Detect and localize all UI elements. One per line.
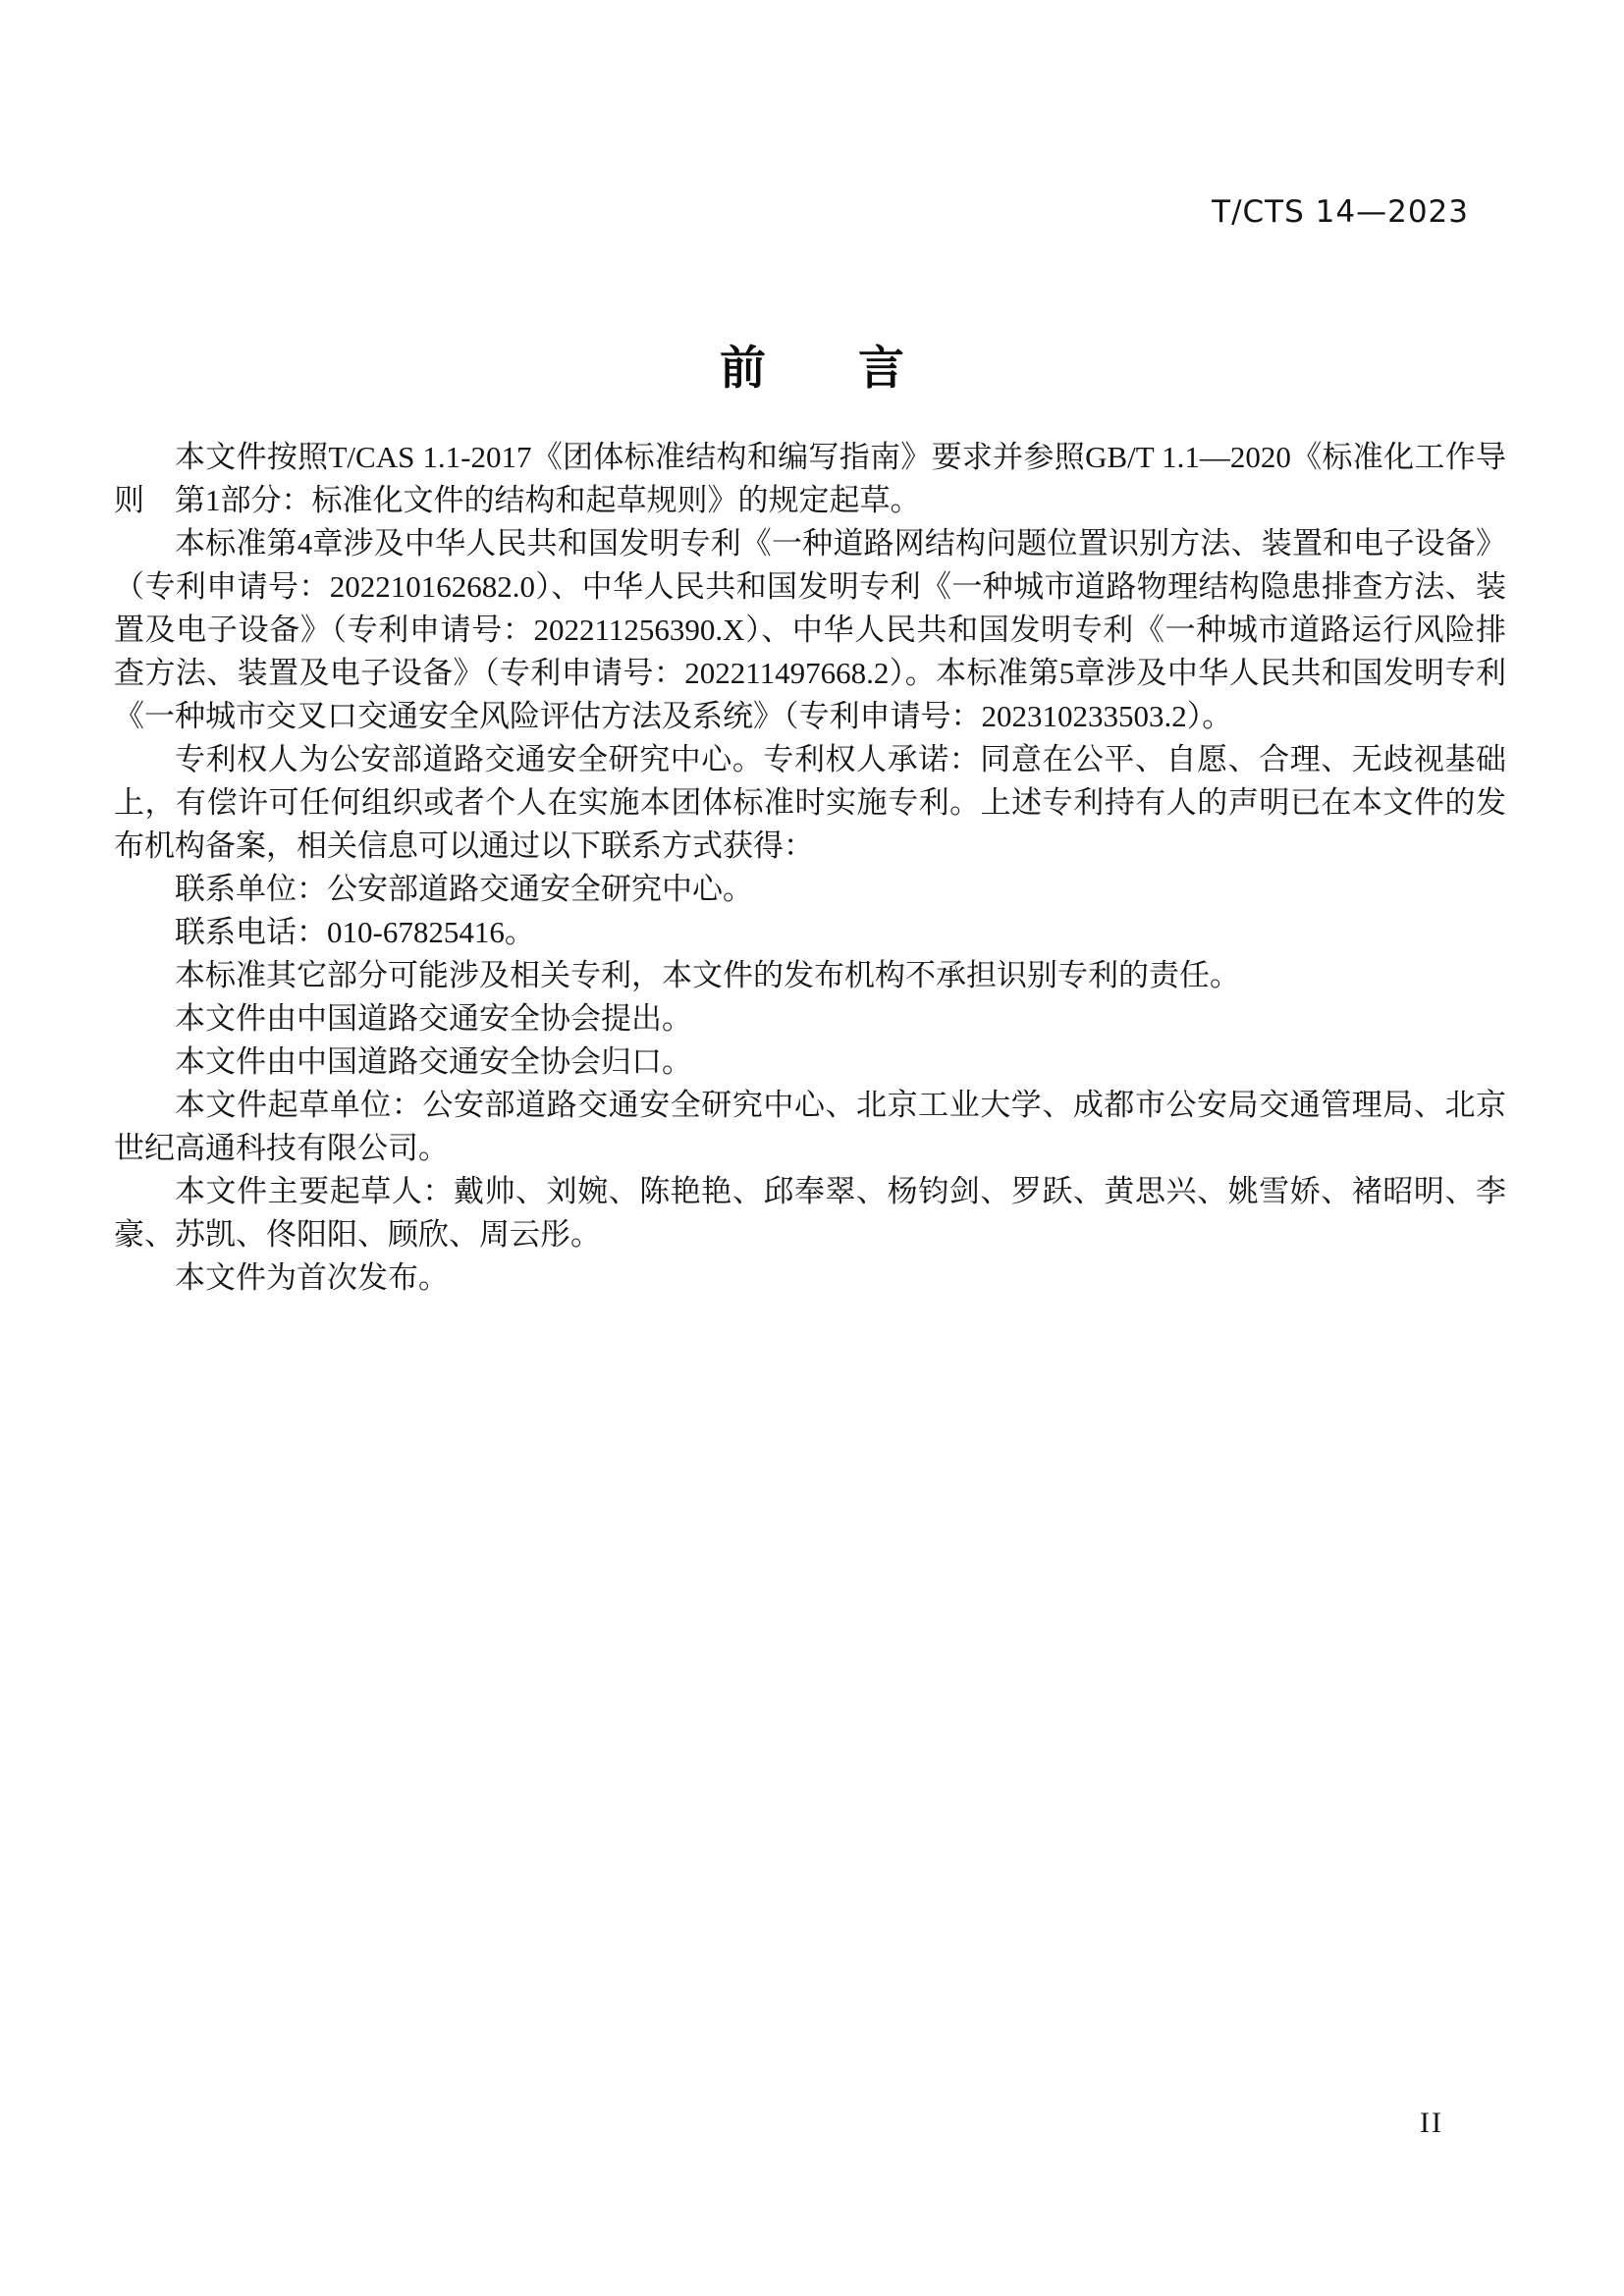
paragraph-proposed-by: 本文件由中国道路交通安全协会提出。 bbox=[175, 1001, 692, 1036]
standard-number: T/CTS 14—2023 bbox=[1212, 194, 1469, 230]
paragraph-drafting-units: 本文件起草单位：公安部道路交通安全研究中心、北京工业大学、成都市公安局交通管理局、北京世纪高通科技有限公司。 bbox=[114, 1088, 1506, 1165]
page-number: II bbox=[1420, 2107, 1443, 2139]
paragraph-main-drafters: 本文件主要起草人：戴帅、刘婉、陈艳艳、邱奉翠、杨钧剑、罗跃、黄思兴、姚雪娇、褚昭明、李豪、苏凯、佟阳阳、顾欣、周云彤。 bbox=[114, 1174, 1506, 1252]
paragraph-drafting-basis: 本文件按照T/CAS 1.1-2017《团体标准结构和编写指南》要求并参照GB/T 1.1—2020《标准化工作导则 第1部分：标准化文件的结构和起草规则》的规定起草。 bbox=[114, 440, 1506, 517]
paragraph-first-release: 本文件为首次发布。 bbox=[175, 1260, 449, 1295]
paragraph-patents: 本标准第4章涉及中华人民共和国发明专利《一种道路网结构问题位置识别方法、装置和电子设备》（专利申请号：202210162682.0）、中华人民共和国发明专利《一种城市道路物理结构隐患排查方法、装置及电子设备》（专利申请号：202211256390.X）、中华人民共和国发明专利《一种城市道路运行风险排查方法、装置及电子设备》（专利申请号：202211497668.2）。本标准第5章涉及中华人民共和国发明专利《一种城市交叉口交通安全风险评估方法及系统》（专利申请号：202310233503.2）。 bbox=[114, 526, 1506, 733]
paragraph-patent-holder: 专利权人为公安部道路交通安全研究中心。专利权人承诺：同意在公平、自愿、合理、无歧视基础上，有偿许可任何组织或者个人在实施本团体标准时实施专利。上述专利持有人的声明已在本文件的发布机构备案，相关信息可以通过以下联系方式获得： bbox=[114, 742, 1506, 863]
paragraph-managed-by: 本文件由中国道路交通安全协会归口。 bbox=[175, 1044, 692, 1079]
paragraph-contact-unit: 联系单位：公安部道路交通安全研究中心。 bbox=[175, 872, 753, 906]
paragraph-disclaimer: 本标准其它部分可能涉及相关专利，本文件的发布机构不承担识别专利的责任。 bbox=[175, 958, 1240, 992]
foreword-body bbox=[114, 436, 1506, 1300]
paragraph-contact-phone: 联系电话：010-67825416。 bbox=[175, 915, 535, 949]
page-title: 前 言 bbox=[720, 344, 904, 395]
